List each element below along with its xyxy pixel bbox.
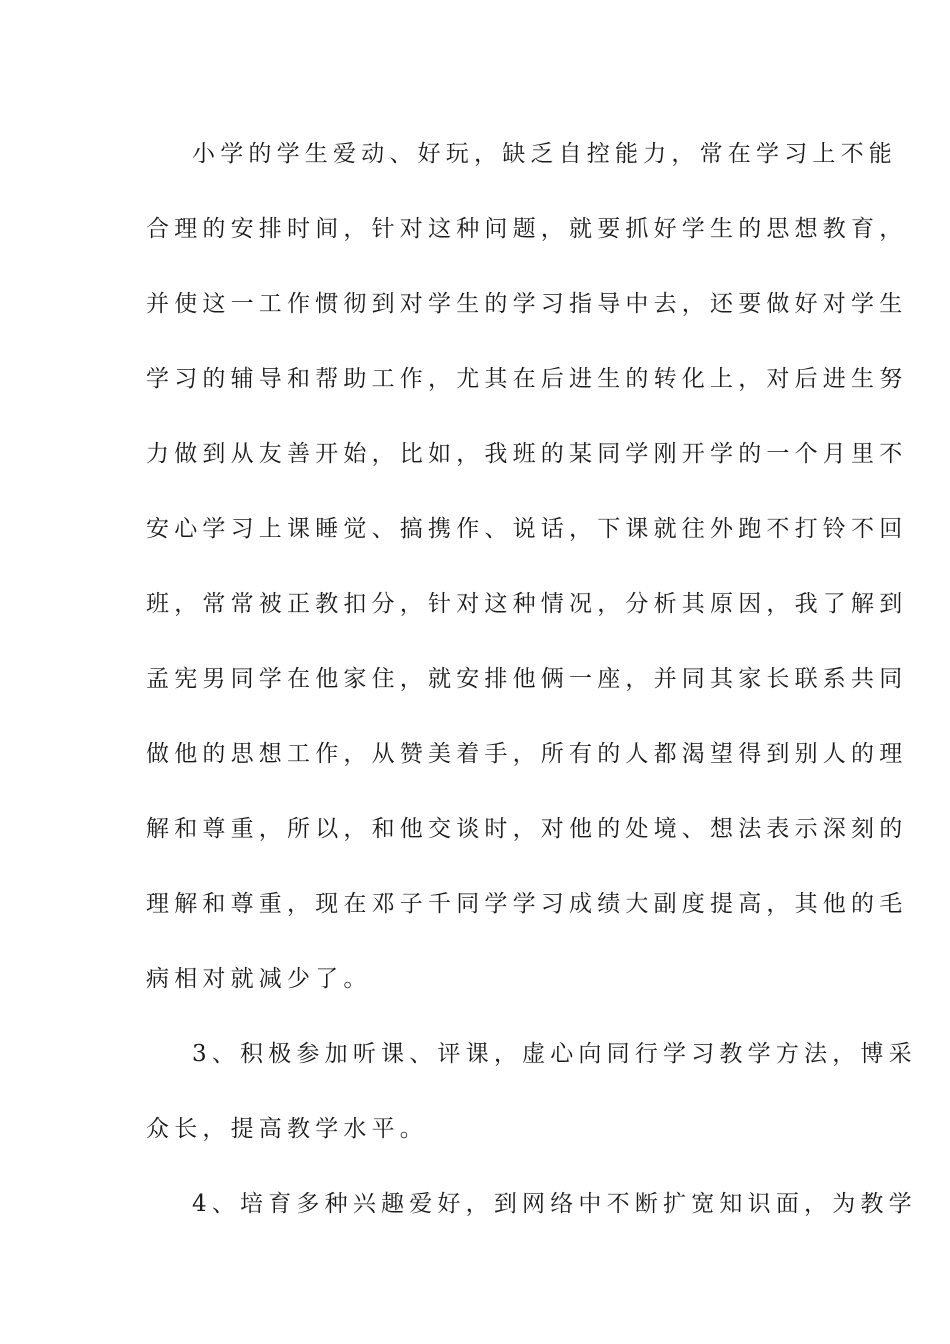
- paragraph-line: 4、培育多种兴趣爱好，到网络中不断扩宽知识面，为教学: [192, 1191, 917, 1217]
- document-body: [146, 132, 917, 1257]
- paragraph-line: 众长，提高教学水平。: [146, 1116, 428, 1142]
- paragraph-line: 3、积极参加听课、评课，虚心向同行学习教学方法，博采: [192, 1041, 917, 1067]
- paragraph-line: 理解和尊重，现在邓子千同学学习成绩大副度提高，其他的毛: [146, 891, 908, 917]
- paragraph-line: 并使这一工作惯彻到对学生的学习指导中去，还要做好对学生: [146, 291, 908, 317]
- paragraph-line: 学习的辅导和帮助工作，尤其在后进生的转化上，对后进生努: [146, 366, 908, 392]
- paragraph-line: 班，常常被正教扣分，针对这种情况，分析其原因，我了解到: [146, 591, 908, 617]
- paragraph-line: 小学的学生爱动、好玩，缺乏自控能力，常在学习上不能: [192, 141, 897, 167]
- paragraph-line: 孟宪男同学在他家住，就安排他俩一座，并同其家长联系共同: [146, 666, 908, 692]
- paragraph-line: 解和尊重，所以，和他交谈时，对他的处境、想法表示深刻的: [146, 816, 908, 842]
- paragraph-line: 力做到从友善开始，比如，我班的某同学刚开学的一个月里不: [146, 441, 908, 467]
- paragraph-line: 做他的思想工作，从赞美着手，所有的人都渴望得到别人的理: [146, 741, 908, 767]
- paragraph-line: 病相对就减少了。: [146, 966, 372, 992]
- paragraph-line: 安心学习上课睡觉、搞携作、说话，下课就往外跑不打铃不回: [146, 516, 908, 542]
- paragraph-line: 合理的安排时间，针对这种问题，就要抓好学生的思想教育，: [146, 216, 908, 242]
